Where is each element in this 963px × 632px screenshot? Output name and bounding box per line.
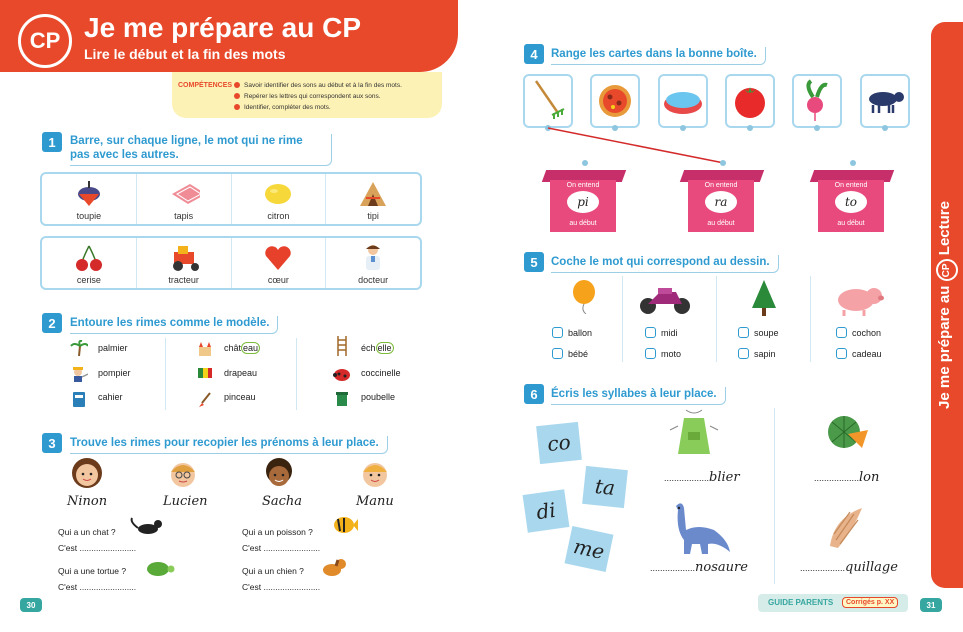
cherry-icon xyxy=(74,244,104,272)
rhyme-word-model[interactable]: chât eau xyxy=(224,343,259,353)
page-number-left: 30 xyxy=(20,598,42,612)
rhyme-word[interactable]: cahier xyxy=(98,392,123,402)
rhyme-word-model[interactable]: éch elle xyxy=(361,343,392,353)
answer-line[interactable]: C'est ........................ xyxy=(58,582,137,592)
lemon-icon xyxy=(263,181,293,207)
exercise-1-number: 1 xyxy=(42,132,62,152)
boy-avatar-icon xyxy=(358,456,392,490)
competence-item: Repérer les lettres qui correspondent aux sons. xyxy=(234,91,402,102)
answer-line[interactable]: C'est ........................ xyxy=(242,582,321,592)
spinning-top-icon xyxy=(74,180,104,208)
exercise-1-row-2 xyxy=(40,236,422,290)
answer-line[interactable]: C'est ........................ xyxy=(242,543,321,553)
name-sacha: Sacha xyxy=(262,494,303,509)
card-dot[interactable] xyxy=(747,125,753,131)
connecting-line xyxy=(540,120,740,170)
word-card-citron[interactable]: citron xyxy=(232,174,327,224)
castle-icon xyxy=(196,340,214,356)
syllable-card-me[interactable]: me xyxy=(565,526,614,572)
tractor-icon xyxy=(168,244,200,272)
column-divider xyxy=(165,338,166,410)
girl-curly-avatar-icon xyxy=(262,456,296,490)
question-turtle: Qui a une tortue ? xyxy=(58,566,127,576)
checkbox-ballon[interactable] xyxy=(552,327,563,338)
cat-icon xyxy=(128,516,164,536)
exercise-3-title: Trouve les rimes pour recopier les prénoms à leur place. xyxy=(70,436,388,454)
exercise-5-number: 5 xyxy=(524,252,544,272)
sound-box-pi[interactable]: On entend pi au début xyxy=(540,170,626,232)
card-taureau[interactable] xyxy=(860,74,910,128)
exercise-3-number: 3 xyxy=(42,433,62,453)
fill-blank-tablier[interactable]: ..................blier xyxy=(664,470,740,485)
name-lucien: Lucien xyxy=(163,494,208,509)
side-tab-label: Je me prépare au CP Lecture xyxy=(936,201,958,409)
box-dot[interactable] xyxy=(850,160,856,166)
column-divider xyxy=(296,338,297,410)
name-manu: Manu xyxy=(356,494,394,509)
word-card-docteur[interactable]: docteur xyxy=(326,238,420,288)
word-card-tapis[interactable]: tapis xyxy=(137,174,232,224)
rake-icon xyxy=(530,79,566,123)
exercise-2-title: Entoure les rimes comme le modèle. xyxy=(70,316,278,334)
word-card-tracteur[interactable]: tracteur xyxy=(137,238,232,288)
boy-glasses-avatar-icon xyxy=(166,456,200,490)
checkbox-cadeau[interactable] xyxy=(836,348,847,359)
box-dot[interactable] xyxy=(582,160,588,166)
teepee-icon xyxy=(358,180,388,208)
exercise-6-number: 6 xyxy=(524,384,544,404)
option-label: moto xyxy=(661,349,682,359)
heart-icon xyxy=(263,244,293,272)
flag-icon xyxy=(196,366,214,382)
pizza-icon xyxy=(595,81,635,121)
option-label: cadeau xyxy=(852,349,882,359)
rhyme-word[interactable]: drapeau xyxy=(224,368,258,378)
card-dot[interactable] xyxy=(882,125,888,131)
checkbox-cochon[interactable] xyxy=(836,327,847,338)
cp-badge: CP xyxy=(18,14,72,68)
turtle-icon xyxy=(142,557,176,577)
rhyme-word[interactable]: coccinelle xyxy=(361,368,401,378)
word-card-coeur[interactable]: cœur xyxy=(232,238,327,288)
competence-item: Identifier, compléter des mots. xyxy=(234,102,402,113)
radish-icon xyxy=(799,79,835,123)
exercise-1-row-1 xyxy=(40,172,422,226)
side-tab-badge: CP xyxy=(936,259,958,281)
competences-box xyxy=(172,72,442,118)
guide-parents-label: GUIDE PARENTS xyxy=(768,598,834,607)
speech-bubble: pi xyxy=(567,191,599,213)
bull-icon xyxy=(863,85,907,117)
exercise-4-number: 4 xyxy=(524,44,544,64)
syllable-card-di[interactable]: di xyxy=(523,489,570,532)
competence-item: Savoir identifier des sons au début et à la fin des mots. xyxy=(234,80,402,91)
option-label: sapin xyxy=(754,349,776,359)
name-ninon: Ninon xyxy=(67,494,108,509)
exercise-6-title: Écris les syllabes à leur place. xyxy=(551,387,726,405)
option-label: ballon xyxy=(568,328,593,338)
option-label: cochon xyxy=(852,328,882,338)
balloon-icon xyxy=(566,278,602,314)
column-divider xyxy=(622,276,623,362)
word-card-tipi[interactable]: tipi xyxy=(326,174,420,224)
option-label: bébé xyxy=(568,349,589,359)
fill-blank-coquillage[interactable]: ..................quillage xyxy=(800,560,898,575)
dog-icon xyxy=(318,556,348,578)
exercise-5-title: Coche le mot qui correspond au dessin. xyxy=(551,255,779,273)
pool-icon xyxy=(661,84,705,118)
rhyme-word[interactable]: pompier xyxy=(98,368,131,378)
card-dot[interactable] xyxy=(814,125,820,131)
rhyme-word[interactable]: pinceau xyxy=(224,392,256,402)
speech-bubble: ra xyxy=(705,191,737,213)
pine-tree-icon xyxy=(748,278,780,318)
page-header xyxy=(0,0,458,72)
column-divider xyxy=(810,276,811,362)
dinosaur-icon xyxy=(668,500,732,556)
competences-label: COMPÉTENCES xyxy=(178,82,233,89)
column-divider xyxy=(716,276,717,362)
seashell-icon xyxy=(824,504,868,552)
page-number-right: 31 xyxy=(920,598,942,612)
checkbox-bebe[interactable] xyxy=(552,348,563,359)
checkbox-soupe[interactable] xyxy=(738,327,749,338)
exercise-1-title: Barre, sur chaque ligne, le mot qui ne rime pas avec les autres. xyxy=(70,134,332,166)
question-fish: Qui a un poisson ? xyxy=(242,527,313,537)
ladder-icon xyxy=(333,334,351,358)
girl-avatar-icon xyxy=(70,456,104,490)
ladybug-icon xyxy=(333,366,351,382)
syllable-card-co[interactable]: co xyxy=(536,422,582,464)
speech-bubble: to xyxy=(835,191,867,213)
card-radis[interactable] xyxy=(792,74,842,128)
paintbrush-icon xyxy=(196,391,214,407)
page-subtitle: Lire le début et la fin des mots xyxy=(84,46,286,62)
option-label: midi xyxy=(661,328,678,338)
corriges-link[interactable]: Corrigés p. XX xyxy=(842,597,898,608)
rhyme-word[interactable]: poubelle xyxy=(361,392,396,402)
notebook-icon xyxy=(70,391,88,407)
pig-icon xyxy=(830,284,888,318)
question-dog: Qui a un chien ? xyxy=(242,566,304,576)
melon-icon xyxy=(822,408,872,452)
word-card-cerise[interactable]: cerise xyxy=(42,238,137,288)
word-card-toupie[interactable]: toupie xyxy=(42,174,137,224)
rug-icon xyxy=(168,182,200,206)
fill-blank-dinosaure[interactable]: ..................nosaure xyxy=(650,560,748,575)
exercise-2-number: 2 xyxy=(42,313,62,333)
fill-blank-melon[interactable]: ..................lon xyxy=(814,470,880,485)
checkbox-sapin[interactable] xyxy=(738,348,749,359)
doctor-icon xyxy=(360,243,386,273)
box-dot[interactable] xyxy=(720,160,726,166)
sound-box-to[interactable]: On entend to au début xyxy=(808,170,894,232)
fish-icon xyxy=(330,514,358,536)
rhyme-ring: elle xyxy=(377,343,392,353)
rhyme-ring: eau xyxy=(243,343,259,353)
checkbox-moto[interactable] xyxy=(645,348,656,359)
palm-tree-icon xyxy=(70,340,88,356)
page-title: Je me prépare au CP xyxy=(84,12,362,43)
column-divider xyxy=(774,408,775,584)
motorbike-icon xyxy=(636,280,694,316)
rhyme-word[interactable]: palmier xyxy=(98,343,128,353)
tomato-icon xyxy=(730,83,770,119)
apron-icon xyxy=(664,406,724,458)
trash-bin-icon xyxy=(333,390,351,406)
syllable-card-ta[interactable]: ta xyxy=(582,466,628,508)
answer-line[interactable]: C'est ........................ xyxy=(58,543,137,553)
guide-parents-bar xyxy=(758,594,908,612)
checkbox-midi[interactable] xyxy=(645,327,656,338)
sound-box-ra[interactable]: On entend ra au début xyxy=(678,170,764,232)
exercise-4-title: Range les cartes dans la bonne boîte. xyxy=(551,47,766,65)
question-cat: Qui a un chat ? xyxy=(58,527,116,537)
firefighter-icon xyxy=(70,366,88,382)
option-label: soupe xyxy=(754,328,779,338)
